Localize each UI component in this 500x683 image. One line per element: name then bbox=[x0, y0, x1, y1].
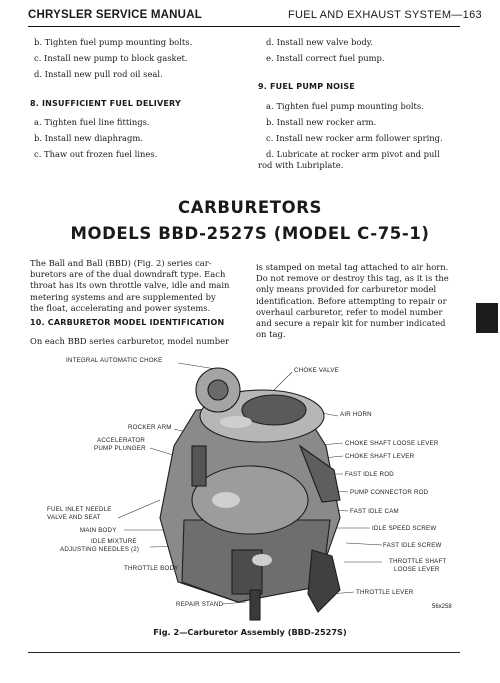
section-heading: 8. INSUFFICIENT FUEL DELIVERY bbox=[30, 99, 181, 108]
list-item: rod with Lubriplate. bbox=[258, 160, 344, 170]
page-subtitle: MODELS BBD-2527S (MODEL C-75-1) bbox=[70, 224, 430, 243]
section-thumb-tab bbox=[476, 303, 498, 333]
label-fast-idle-screw: FAST IDLE SCREW bbox=[383, 542, 442, 549]
list-item: b. Install new diaphragm. bbox=[34, 133, 143, 143]
paragraph-line: buretors are of the dual downdraft type. Each bbox=[30, 269, 226, 280]
intro-paragraph bbox=[30, 258, 238, 314]
label-loose-lever: LOOSE LEVER bbox=[394, 566, 440, 573]
paragraph-line: On each BBD series carburetor, model number bbox=[30, 336, 230, 346]
label-rocker-arm: ROCKER ARM bbox=[128, 424, 172, 431]
running-header-left: CHRYSLER SERVICE MANUAL bbox=[28, 9, 202, 21]
list-item: a. Tighten fuel pump mounting bolts. bbox=[266, 101, 424, 111]
running-header-right: FUEL AND EXHAUST SYSTEM—163 bbox=[288, 9, 482, 21]
paragraph-line: throat has its own throttle valve, idle and main bbox=[30, 280, 230, 291]
paragraph-line: metering systems and are supplemented by bbox=[30, 291, 216, 302]
page-title: CARBURETORS bbox=[177, 198, 322, 217]
label-main-body: MAIN BODY bbox=[80, 527, 117, 534]
header-rule bbox=[28, 26, 460, 27]
list-item: d. Lubricate at rocker arm pivot and pull bbox=[266, 149, 440, 159]
label-idle-mixture: IDLE MIXTURE bbox=[91, 538, 137, 545]
label-adjusting-needles: ADJUSTING NEEDLES (2) bbox=[60, 546, 140, 553]
section-heading: 9. FUEL PUMP NOISE bbox=[258, 82, 355, 91]
label-choke-shaft-lever: CHOKE SHAFT LEVER bbox=[345, 453, 415, 460]
list-item: b. Install new rocker arm. bbox=[266, 117, 377, 127]
label-repair-stand: REPAIR STAND bbox=[176, 601, 224, 608]
list-item: e. Install correct fuel pump. bbox=[266, 53, 385, 63]
label-fuel-inlet-needle: FUEL INLET NEEDLE bbox=[47, 506, 112, 513]
label-choke-shaft-loose-lever: CHOKE SHAFT LOOSE LEVER bbox=[345, 440, 439, 447]
label-pump-connector-rod: PUMP CONNECTOR ROD bbox=[350, 489, 429, 496]
list-item: b. Tighten fuel pump mounting bolts. bbox=[34, 37, 193, 47]
list-item: a. Tighten fuel line fittings. bbox=[34, 117, 150, 127]
label-throttle-lever: THROTTLE LEVER bbox=[356, 589, 414, 596]
label-fast-idle-rod: FAST IDLE ROD bbox=[345, 471, 394, 478]
label-throttle-shaft: THROTTLE SHAFT bbox=[389, 558, 447, 565]
list-item: d. Install new pull rod oil seal. bbox=[34, 69, 163, 79]
paragraph-line: and secure a repair kit for number indicated bbox=[256, 318, 446, 329]
figure-reference-code: 56x258 bbox=[432, 604, 452, 610]
paragraph-line: on tag. bbox=[256, 329, 286, 340]
paragraph-line: is stamped on metal tag attached to air horn. bbox=[256, 262, 449, 272]
label-idle-speed-screw: IDLE SPEED SCREW bbox=[372, 525, 437, 532]
paragraph-line: The Ball and Ball (BBD) (Fig. 2) series car- bbox=[30, 258, 212, 268]
list-item: c. Install new rocker arm follower spring. bbox=[266, 133, 443, 143]
paragraph-line: identification. Before attempting to repair or bbox=[256, 295, 447, 306]
carburetor-illustration bbox=[0, 350, 500, 625]
paragraph-line: overhaul carburetor, refer to model number bbox=[256, 306, 443, 317]
label-accelerator: ACCELERATOR bbox=[97, 437, 146, 444]
identification-paragraph bbox=[256, 262, 461, 340]
paragraph-line: only means provided for carburetor model bbox=[256, 284, 437, 295]
paragraph-line: the float, accelerating and power systems. bbox=[30, 302, 211, 313]
label-throttle-body: THROTTLE BODY bbox=[124, 565, 179, 572]
label-valve-and-seat: VALVE AND SEAT bbox=[47, 514, 101, 521]
label-choke-valve: CHOKE VALVE bbox=[294, 367, 339, 374]
section-heading: 10. CARBURETOR MODEL IDENTIFICATION bbox=[30, 318, 225, 327]
label-fast-idle-cam: FAST IDLE CAM bbox=[350, 508, 399, 515]
figure-caption: Fig. 2—Carburetor Assembly (BBD-2527S) bbox=[153, 627, 347, 637]
label-pump-plunger: PUMP PLUNGER bbox=[94, 445, 146, 452]
label-integral-automatic-choke: INTEGRAL AUTOMATIC CHOKE bbox=[66, 357, 163, 364]
list-item: d. Install new valve body. bbox=[266, 37, 374, 47]
label-air-horn: AIR HORN bbox=[340, 411, 372, 418]
list-item: c. Thaw out frozen fuel lines. bbox=[34, 149, 158, 159]
list-item: c. Install new pump to block gasket. bbox=[34, 53, 188, 63]
paragraph-line: Do not remove or destroy this tag, as it is the bbox=[256, 273, 449, 284]
footer-rule bbox=[28, 652, 460, 653]
